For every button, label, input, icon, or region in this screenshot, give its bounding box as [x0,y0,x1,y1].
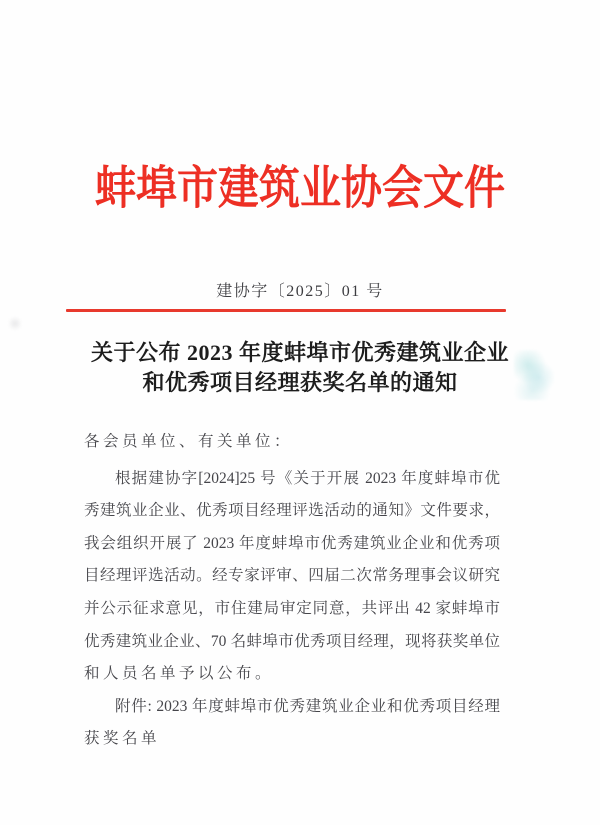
document-title-line-2: 和优秀项目经理获奖名单的通知 [142,370,458,395]
body-line: 秀建筑业企业、优秀项目经理评选活动的通知》文件要求， [84,502,500,520]
scan-artifact-gray [6,316,24,331]
body-line: 根据建协字[2024]25 号《关于开展 2023 年度蚌埠市优 [115,469,500,487]
letterhead-org-title: 蚌埠市建筑业协会文件 [95,162,505,214]
body-line: 目经理评选活动。经专家评审、四届二次常务理事会议研究 [84,567,500,585]
body-line: 和人员名单予以公布。 [84,665,275,683]
doc-reference-number: 建协字〔2025〕01 号 [216,283,384,300]
document-title-line-1: 关于公布 2023 年度蚌埠市优秀建筑业企业 [90,340,509,365]
body-line-attachment-wrap: 获奖名单 [84,730,161,748]
document-title [40,338,560,398]
document-body [84,426,500,756]
body-line: 并公示征求意见，市住建局审定同意，共评出 42 家蚌埠市 [84,599,500,617]
body-line-salutation: 各会员单位、有关单位： [84,433,294,450]
body-line: 优秀建筑业企业、70 名蚌埠市优秀项目经理，现将获奖单位 [84,632,500,650]
red-divider-rule [66,309,506,312]
body-line-attachment: 附件: 2023 年度蚌埠市优秀建筑业企业和优秀项目经理 [115,697,500,715]
body-line: 我会组织开展了 2023 年度蚌埠市优秀建筑业企业和优秀项 [84,534,500,552]
